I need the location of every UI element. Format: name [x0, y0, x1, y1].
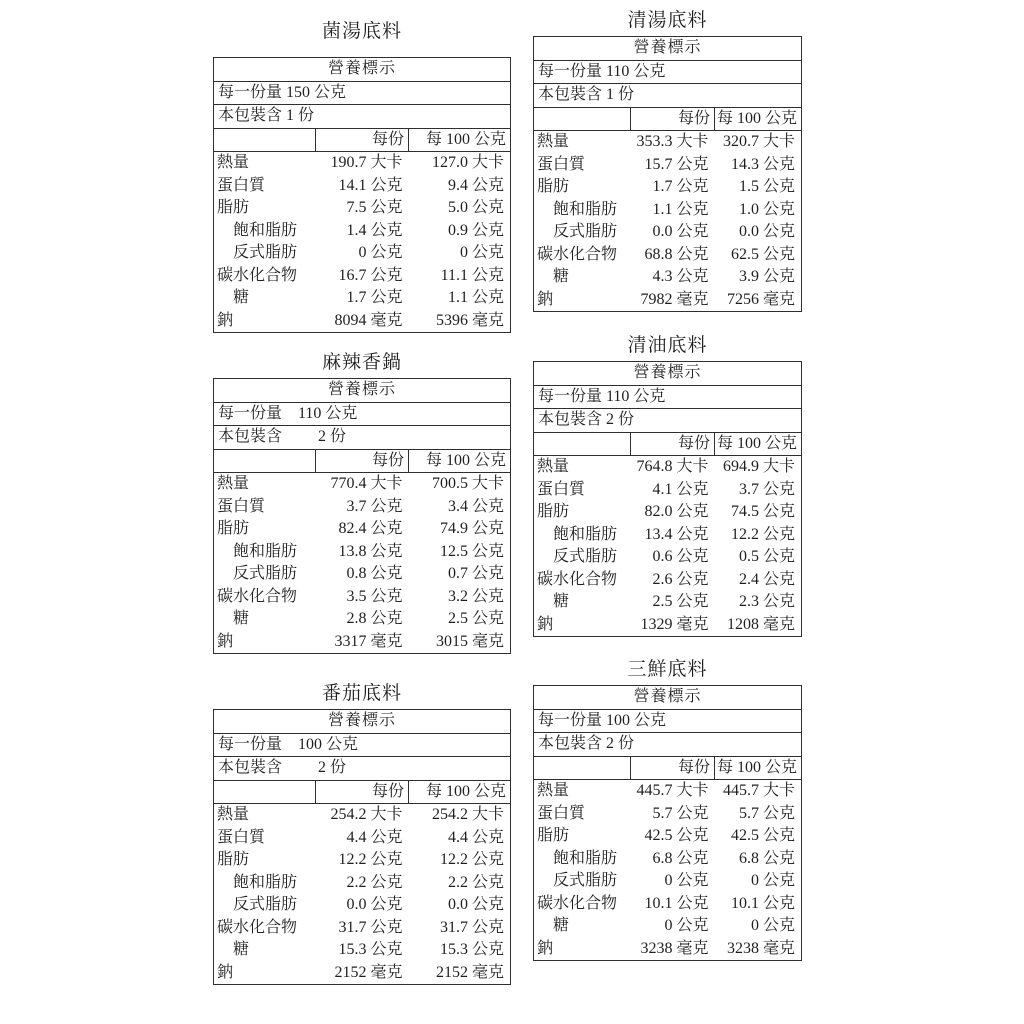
per-100g-value: 0.5 公克 [738, 548, 795, 565]
nutrient-row [214, 586, 511, 609]
product-title: 三鮮底料 [627, 659, 708, 680]
nutrient-row [214, 220, 511, 243]
nutrient-label: 蛋白質 [217, 497, 266, 515]
nutrient-label: 鈉 [217, 963, 234, 981]
per-100g-value: 12.2 公克 [730, 525, 795, 543]
nutrient-label: 飽和脂肪 [553, 200, 618, 218]
per-serving-value: 2.2 公克 [346, 873, 403, 891]
nutrient-label: 反式脂肪 [553, 872, 618, 889]
per-serving-value: 31.7 公克 [338, 918, 403, 936]
nutrient-label: 鈉 [537, 615, 554, 633]
per-serving-value: 764.8 大卡 [636, 458, 709, 475]
nutrient-label: 脂肪 [537, 827, 570, 844]
nutrient-label: 熱量 [537, 782, 570, 799]
per-100g-value: 254.2 大卡 [431, 806, 504, 823]
per-serving-value: 190.7 大卡 [330, 154, 403, 171]
per-serving-value: 3.5 公克 [346, 587, 403, 605]
package-servings-line: 本包裝含 2 份 [534, 733, 802, 757]
nutrition-facts-header: 營養標示 [534, 362, 802, 386]
nutrient-label: 飽和脂肪 [233, 221, 298, 239]
nutrient-label: 飽和脂肪 [553, 525, 618, 543]
nutrient-row [214, 265, 511, 288]
per-100g-value: 3.2 公克 [447, 587, 504, 605]
per-serving-value: 3238 毫克 [640, 939, 709, 957]
nutrient-row [214, 518, 511, 541]
nutrient-row [214, 872, 511, 895]
nutrient-row [534, 614, 802, 637]
per-100g-value: 62.5 公克 [730, 245, 795, 263]
per-100g-value: 1.0 公克 [738, 200, 795, 218]
per-100g-value: 0.0 公克 [738, 223, 795, 240]
nutrition-table [533, 36, 802, 312]
nutrient-label: 糖 [553, 917, 570, 934]
nutrient-row [214, 175, 511, 198]
nutrition-table [213, 378, 511, 654]
nutrient-row [214, 541, 511, 564]
nutrient-row [214, 310, 511, 333]
nutrient-label: 糖 [233, 289, 250, 306]
per-serving-value: 8094 毫克 [334, 311, 403, 329]
per-serving-value: 445.7 大卡 [636, 782, 709, 799]
package-servings-line: 本包裝含 2 份 [214, 757, 511, 781]
nutrient-row [214, 197, 511, 220]
per-100g-value: 320.7 大卡 [722, 133, 795, 150]
per-100g-value: 6.8 公克 [738, 849, 795, 867]
per-serving-value: 6.8 公克 [652, 849, 709, 867]
per-serving-value: 770.4 大卡 [330, 475, 403, 492]
nutrient-row [534, 289, 802, 312]
nutrient-row [534, 479, 802, 502]
nutrition-table [533, 361, 802, 637]
nutrient-row [214, 962, 511, 985]
per-100g-value: 3015 毫克 [435, 632, 504, 650]
nutrient-label: 糖 [233, 941, 250, 958]
per-100g-column-header: 每 100 公克 [409, 128, 511, 152]
nutrition-facts-header: 營養標示 [534, 37, 802, 61]
per-100g-value: 2.3 公克 [738, 593, 795, 610]
nutrient-label: 飽和脂肪 [233, 542, 298, 560]
nutrient-row [534, 870, 802, 893]
nutrition-table [533, 685, 802, 961]
per-serving-value: 2.5 公克 [652, 593, 709, 610]
per-100g-value: 2.5 公克 [447, 610, 504, 627]
nutrition-table [213, 709, 511, 985]
nutrient-row [214, 242, 511, 265]
nutrient-label: 熱量 [537, 133, 570, 150]
nutrient-label: 脂肪 [537, 178, 570, 195]
nutrient-row [534, 524, 802, 547]
per-100g-value: 0.7 公克 [447, 565, 504, 582]
empty-corner-cell [534, 107, 631, 131]
per-100g-value: 3238 毫克 [726, 939, 795, 957]
per-100g-value: 15.3 公克 [439, 941, 504, 958]
nutrient-label: 反式脂肪 [233, 565, 298, 582]
nutrient-label: 碳水化合物 [217, 918, 298, 936]
per-serving-value: 254.2 大卡 [330, 806, 403, 823]
per-100g-value: 10.1 公克 [730, 894, 795, 912]
per-100g-column-header: 每 100 公克 [715, 107, 802, 131]
nutrition-section-4 [533, 334, 802, 637]
per-serving-value: 1.1 公克 [652, 200, 709, 218]
left-column [213, 0, 511, 985]
nutrient-row [534, 591, 802, 614]
product-title: 清油底料 [627, 335, 708, 356]
per-serving-value: 10.1 公克 [644, 894, 709, 912]
per-serving-value: 0 公克 [664, 917, 709, 934]
per-100g-value: 1.1 公克 [447, 289, 504, 306]
nutrient-label: 脂肪 [217, 851, 250, 868]
nutrition-section-6 [533, 658, 802, 961]
per-100g-value: 5.7 公克 [738, 804, 795, 822]
nutrient-label: 熱量 [217, 154, 250, 171]
per-serving-value: 0 公克 [664, 872, 709, 889]
nutrient-label: 蛋白質 [217, 828, 266, 846]
per-100g-value: 7256 毫克 [726, 290, 795, 308]
per-100g-value: 0.9 公克 [447, 221, 504, 239]
per-100g-value: 0 公克 [750, 917, 795, 934]
empty-corner-cell [534, 756, 631, 780]
per-100g-value: 14.3 公克 [730, 155, 795, 173]
serving-size-line: 每一份量 100 公克 [214, 733, 511, 757]
nutrient-label: 反式脂肪 [553, 223, 618, 240]
nutrition-section-1 [213, 20, 511, 333]
nutrient-row [214, 827, 511, 850]
nutrition-facts-header: 營養標示 [214, 710, 511, 734]
nutrient-label: 鈉 [537, 939, 554, 957]
nutrient-row [214, 608, 511, 631]
nutrient-row [214, 849, 511, 872]
nutrient-row [214, 152, 511, 175]
per-serving-value: 68.8 公克 [644, 245, 709, 263]
per-100g-column-header: 每 100 公克 [409, 780, 511, 804]
per-serving-value: 3317 毫克 [334, 632, 403, 650]
nutrient-row [534, 569, 802, 592]
per-serving-column-header: 每份 [631, 432, 715, 456]
nutrition-table [213, 57, 511, 333]
nutrient-label: 碳水化合物 [537, 894, 618, 912]
nutrient-label: 碳水化合物 [217, 587, 298, 605]
nutrient-row [214, 631, 511, 654]
per-100g-value: 74.5 公克 [730, 503, 795, 520]
per-serving-value: 4.1 公克 [652, 480, 709, 498]
product-title: 番茄底料 [321, 683, 402, 704]
product-title: 菌湯底料 [321, 21, 402, 42]
per-100g-value: 3.4 公克 [447, 497, 504, 515]
per-serving-value: 7982 毫克 [640, 290, 709, 308]
per-100g-value: 42.5 公克 [730, 827, 795, 844]
nutrient-row [534, 221, 802, 244]
per-100g-value: 2152 毫克 [435, 963, 504, 981]
nutrient-row [534, 893, 802, 916]
nutrient-label: 碳水化合物 [537, 245, 618, 263]
per-100g-value: 9.4 公克 [447, 176, 504, 194]
nutrient-label: 糖 [553, 593, 570, 610]
per-serving-value: 0.0 公克 [346, 896, 403, 913]
nutrient-row [534, 131, 802, 154]
nutrient-row [534, 501, 802, 524]
per-100g-value: 31.7 公克 [439, 918, 504, 936]
nutrient-label: 蛋白質 [537, 155, 586, 173]
per-100g-value: 127.0 大卡 [431, 154, 504, 171]
per-100g-value: 2.4 公克 [738, 570, 795, 588]
empty-corner-cell [214, 449, 316, 473]
per-serving-value: 12.2 公克 [338, 851, 403, 868]
nutrient-row [534, 266, 802, 289]
serving-size-line: 每一份量 150 公克 [214, 81, 511, 105]
nutrient-label: 飽和脂肪 [233, 873, 298, 891]
nutrient-row [214, 894, 511, 917]
nutrient-label: 糖 [233, 610, 250, 627]
nutrient-label: 熱量 [217, 806, 250, 823]
serving-size-line: 每一份量 110 公克 [214, 402, 511, 426]
nutrition-facts-header: 營養標示 [214, 58, 511, 82]
per-serving-value: 15.7 公克 [644, 155, 709, 173]
nutrient-row [534, 938, 802, 961]
right-column [533, 0, 802, 961]
per-100g-value: 1208 毫克 [726, 615, 795, 633]
per-100g-value: 12.2 公克 [439, 851, 504, 868]
per-serving-value: 4.4 公克 [346, 828, 403, 846]
per-serving-value: 0.8 公克 [346, 565, 403, 582]
nutrient-row [534, 803, 802, 826]
nutrient-row [214, 804, 511, 827]
per-serving-value: 82.4 公克 [338, 520, 403, 537]
nutrient-label: 反式脂肪 [233, 896, 298, 913]
nutrient-row [534, 199, 802, 222]
serving-size-line: 每一份量 110 公克 [534, 385, 802, 409]
nutrient-row [534, 244, 802, 267]
nutrient-label: 反式脂肪 [553, 548, 618, 565]
nutrient-row [534, 154, 802, 177]
nutrition-facts-header: 營養標示 [534, 686, 802, 710]
nutrition-section-2 [533, 9, 802, 312]
nutrient-label: 糖 [553, 268, 570, 285]
per-serving-value: 1.4 公克 [346, 221, 403, 239]
per-100g-value: 0.0 公克 [447, 896, 504, 913]
per-serving-column-header: 每份 [316, 128, 409, 152]
nutrient-label: 蛋白質 [537, 480, 586, 498]
per-100g-column-header: 每 100 公克 [715, 432, 802, 456]
empty-corner-cell [214, 128, 316, 152]
per-100g-value: 700.5 大卡 [431, 475, 504, 492]
per-serving-value: 4.3 公克 [652, 268, 709, 285]
nutrient-label: 熱量 [537, 458, 570, 475]
nutrient-row [534, 780, 802, 803]
nutrient-label: 脂肪 [217, 199, 250, 216]
nutrient-row [214, 287, 511, 310]
nutrient-row [534, 176, 802, 199]
package-servings-line: 本包裝含 2 份 [534, 409, 802, 433]
per-serving-value: 2.6 公克 [652, 570, 709, 588]
per-serving-value: 1329 毫克 [640, 615, 709, 633]
nutrient-label: 反式脂肪 [233, 244, 298, 261]
per-100g-value: 11.1 公克 [440, 266, 504, 284]
nutrient-label: 碳水化合物 [217, 266, 298, 284]
per-serving-value: 15.3 公克 [338, 941, 403, 958]
package-servings-line: 本包裝含 1 份 [214, 105, 511, 129]
nutrient-label: 鈉 [217, 632, 234, 650]
per-100g-value: 0 公克 [750, 872, 795, 889]
per-serving-value: 82.0 公克 [644, 503, 709, 520]
nutrient-row [214, 917, 511, 940]
per-serving-value: 14.1 公克 [338, 176, 403, 194]
per-100g-value: 694.9 大卡 [722, 458, 795, 475]
per-serving-value: 13.4 公克 [644, 525, 709, 543]
per-100g-column-header: 每 100 公克 [409, 449, 511, 473]
nutrient-label: 熱量 [217, 475, 250, 492]
per-100g-value: 2.2 公克 [447, 873, 504, 891]
per-serving-column-header: 每份 [316, 780, 409, 804]
nutrient-row [534, 825, 802, 848]
nutrient-row [214, 496, 511, 519]
nutrient-label: 脂肪 [217, 520, 250, 537]
per-serving-column-header: 每份 [631, 756, 715, 780]
nutrient-label: 碳水化合物 [537, 570, 618, 588]
product-title: 清湯底料 [627, 10, 708, 31]
per-serving-value: 0.6 公克 [652, 548, 709, 565]
per-serving-value: 2.8 公克 [346, 610, 403, 627]
nutrient-label: 蛋白質 [217, 176, 266, 194]
per-serving-value: 2152 毫克 [334, 963, 403, 981]
nutrient-row [534, 915, 802, 938]
per-serving-value: 353.3 大卡 [636, 133, 709, 150]
serving-size-line: 每一份量 110 公克 [534, 60, 802, 84]
per-serving-value: 0 公克 [358, 244, 403, 261]
per-serving-column-header: 每份 [631, 107, 715, 131]
product-title: 麻辣香鍋 [321, 352, 402, 373]
per-100g-value: 4.4 公克 [447, 828, 504, 846]
nutrient-label: 蛋白質 [537, 804, 586, 822]
nutrient-label: 脂肪 [537, 503, 570, 520]
per-100g-value: 3.9 公克 [738, 268, 795, 285]
nutrient-row [534, 456, 802, 479]
serving-size-line: 每一份量 100 公克 [534, 709, 802, 733]
per-serving-value: 0.0 公克 [652, 223, 709, 240]
nutrient-label: 鈉 [537, 290, 554, 308]
nutrient-row [214, 939, 511, 962]
per-100g-value: 74.9 公克 [439, 520, 504, 537]
per-100g-column-header: 每 100 公克 [715, 756, 802, 780]
per-100g-value: 12.5 公克 [439, 542, 504, 560]
nutrient-label: 鈉 [217, 311, 234, 329]
per-serving-value: 16.7 公克 [338, 266, 403, 284]
nutrient-row [214, 563, 511, 586]
per-100g-value: 5396 毫克 [435, 311, 504, 329]
per-serving-value: 5.7 公克 [652, 804, 709, 822]
nutrition-facts-header: 營養標示 [214, 379, 511, 403]
per-serving-value: 1.7 公克 [346, 289, 403, 306]
per-serving-value: 1.7 公克 [652, 178, 709, 195]
per-100g-value: 5.0 公克 [447, 199, 504, 216]
nutrient-row [534, 848, 802, 871]
nutrient-row [214, 473, 511, 496]
per-100g-value: 1.5 公克 [738, 178, 795, 195]
nutrient-row [534, 546, 802, 569]
nutrition-section-5 [213, 682, 511, 985]
nutrient-label: 飽和脂肪 [553, 849, 618, 867]
per-serving-value: 3.7 公克 [346, 497, 403, 515]
per-100g-value: 445.7 大卡 [722, 782, 795, 799]
per-serving-value: 13.8 公克 [338, 542, 403, 560]
package-servings-line: 本包裝含 1 份 [534, 84, 802, 108]
per-serving-value: 42.5 公克 [644, 827, 709, 844]
empty-corner-cell [214, 780, 316, 804]
per-serving-value: 7.5 公克 [346, 199, 403, 216]
per-100g-value: 3.7 公克 [738, 480, 795, 498]
per-100g-value: 0 公克 [459, 244, 504, 261]
empty-corner-cell [534, 432, 631, 456]
package-servings-line: 本包裝含 2 份 [214, 426, 511, 450]
nutrition-section-3 [213, 351, 511, 654]
per-serving-column-header: 每份 [316, 449, 409, 473]
